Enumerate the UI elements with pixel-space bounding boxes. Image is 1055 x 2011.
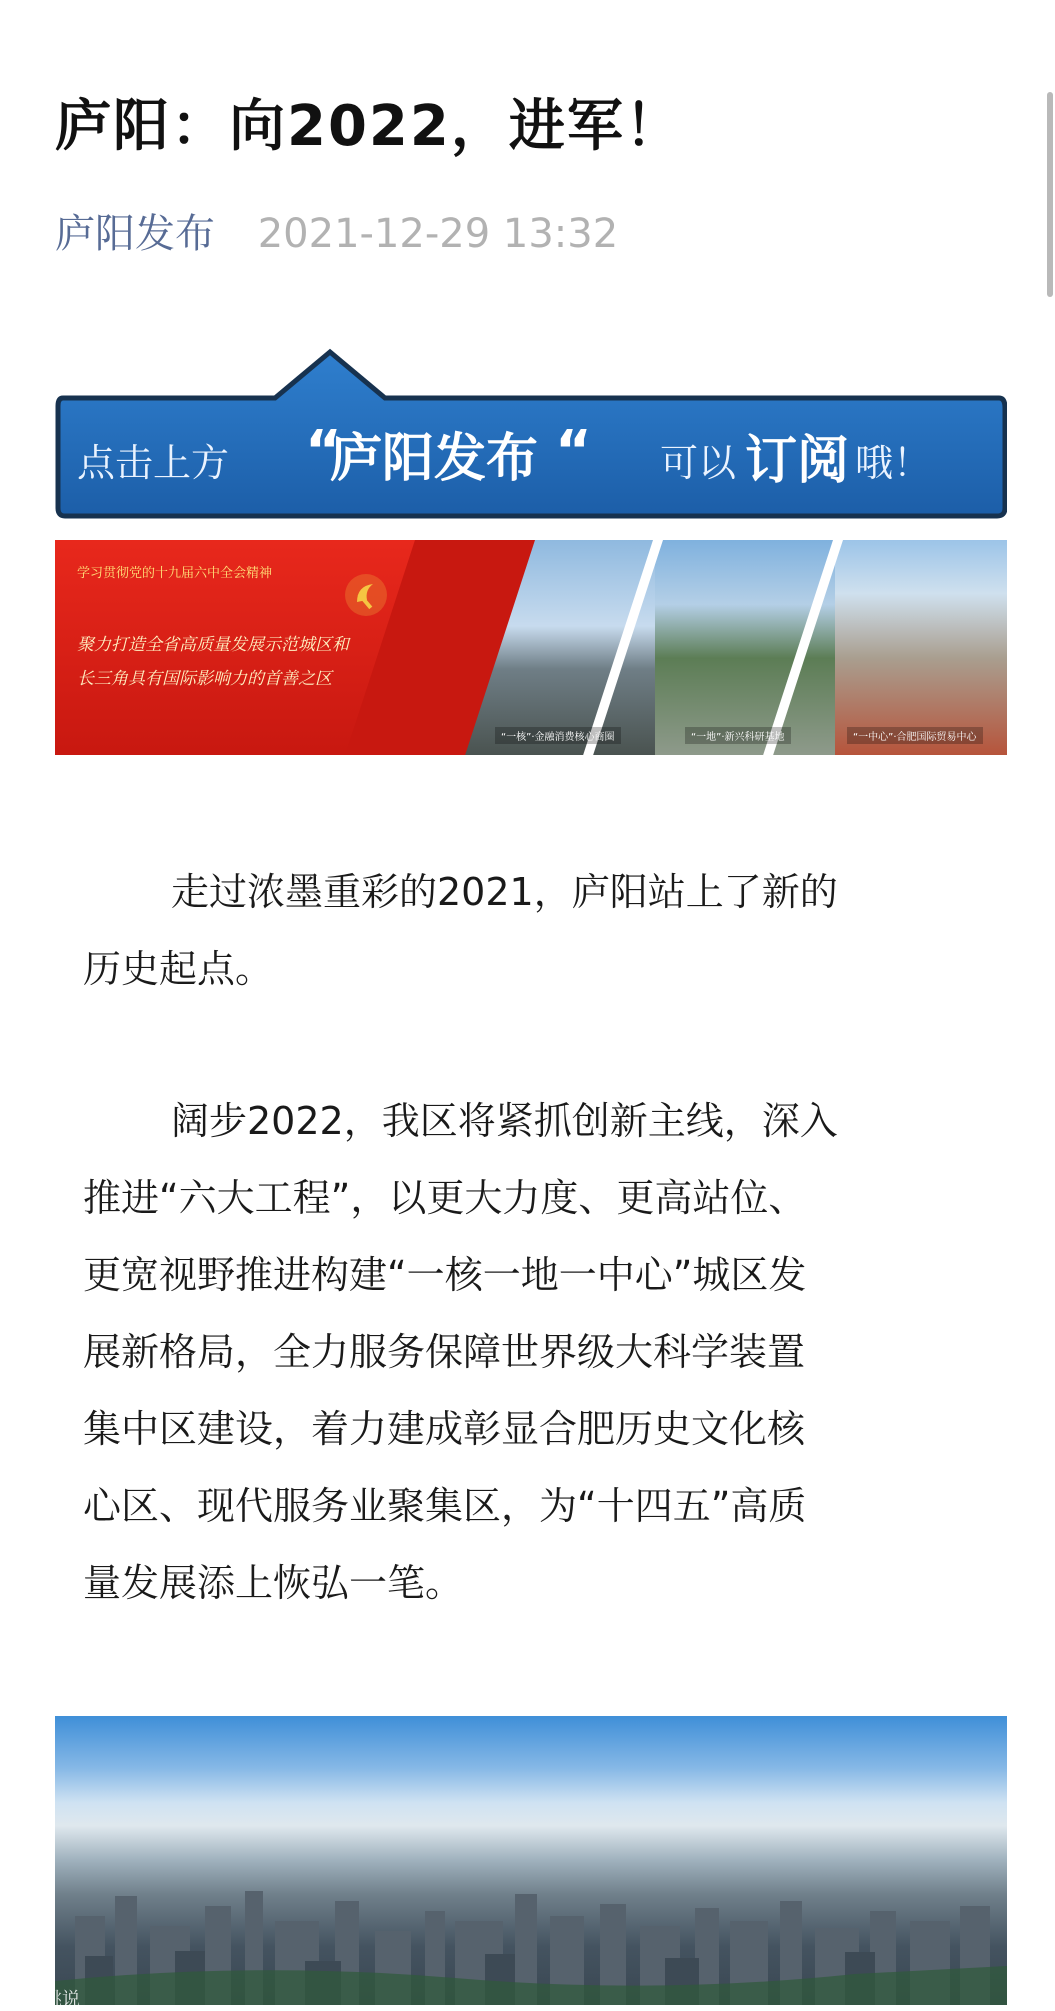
publish-date: 2021-12-29 13:32 — [257, 211, 619, 257]
theme-slogan-line2: 长三角具有国际影响力的首善之区 — [77, 669, 332, 689]
research-campus-photo — [655, 540, 845, 755]
paragraph-line: 历史起点。 — [83, 947, 274, 991]
subscribe-banner[interactable] — [55, 348, 1007, 520]
theme-small-title: 学习贯彻党的十九届六中全会精神 — [77, 566, 273, 581]
scrollbar[interactable] — [1047, 92, 1053, 297]
banner-account: 庐阳发布 — [330, 429, 539, 489]
rail-port-photo — [835, 540, 1007, 755]
paragraph-2 — [83, 1083, 983, 1622]
banner-text-mid: 可以 — [660, 441, 737, 485]
party-emblem-icon — [343, 572, 389, 618]
paragraph-line: 展新格局，全力服务保障世界级大科学装置 — [83, 1330, 806, 1374]
paragraph-line: 推进“六大工程”，以更大力度、更高站位、 — [83, 1176, 807, 1220]
banner-quote-open: “ — [305, 419, 342, 484]
article-meta — [55, 202, 618, 259]
photo-caption-2: “一地”·新兴科研基地 — [685, 727, 791, 744]
paragraph-line: 更宽视野推进构建“一核一地一中心”城区发 — [83, 1253, 807, 1297]
banner-text-emph: 订阅 — [745, 431, 850, 491]
banner-quote-close: “ — [555, 419, 592, 484]
skyline-silhouette — [55, 1716, 1007, 2005]
article-title: 庐阳：向2022，进军！ — [55, 94, 683, 159]
photo-caption-3: “一中心”·合肥国际贸易中心 — [847, 727, 983, 744]
theme-banner-image — [55, 540, 1007, 755]
paragraph-line: 心区、现代服务业聚集区，为“十四五”高质 — [83, 1484, 807, 1528]
paragraph-line: 量发展添上恢弘一笔。 — [83, 1561, 464, 1605]
city-skyline-photo — [55, 1716, 1007, 2005]
paragraph-1 — [83, 854, 983, 1008]
paragraph-line: 阔步2022，我区将紧抓创新主线，深入 — [171, 1099, 838, 1143]
photo-caption-1: “一核”·金融消费核心商圈 — [495, 727, 621, 744]
paragraph-line: 集中区建设，着力建成彰显合肥历史文化核 — [83, 1407, 806, 1451]
banner-text-prefix: 点击上方 — [77, 441, 230, 485]
watermark: 大数跳说 — [8, 1989, 80, 2010]
theme-slogan-line1: 聚力打造全省高质量发展示范城区和 — [77, 635, 349, 655]
banner-text-suffix: 哦！ — [855, 441, 932, 485]
account-link[interactable]: 庐阳发布 — [55, 211, 215, 257]
paragraph-line: 走过浓墨重彩的2021，庐阳站上了新的 — [171, 870, 838, 914]
